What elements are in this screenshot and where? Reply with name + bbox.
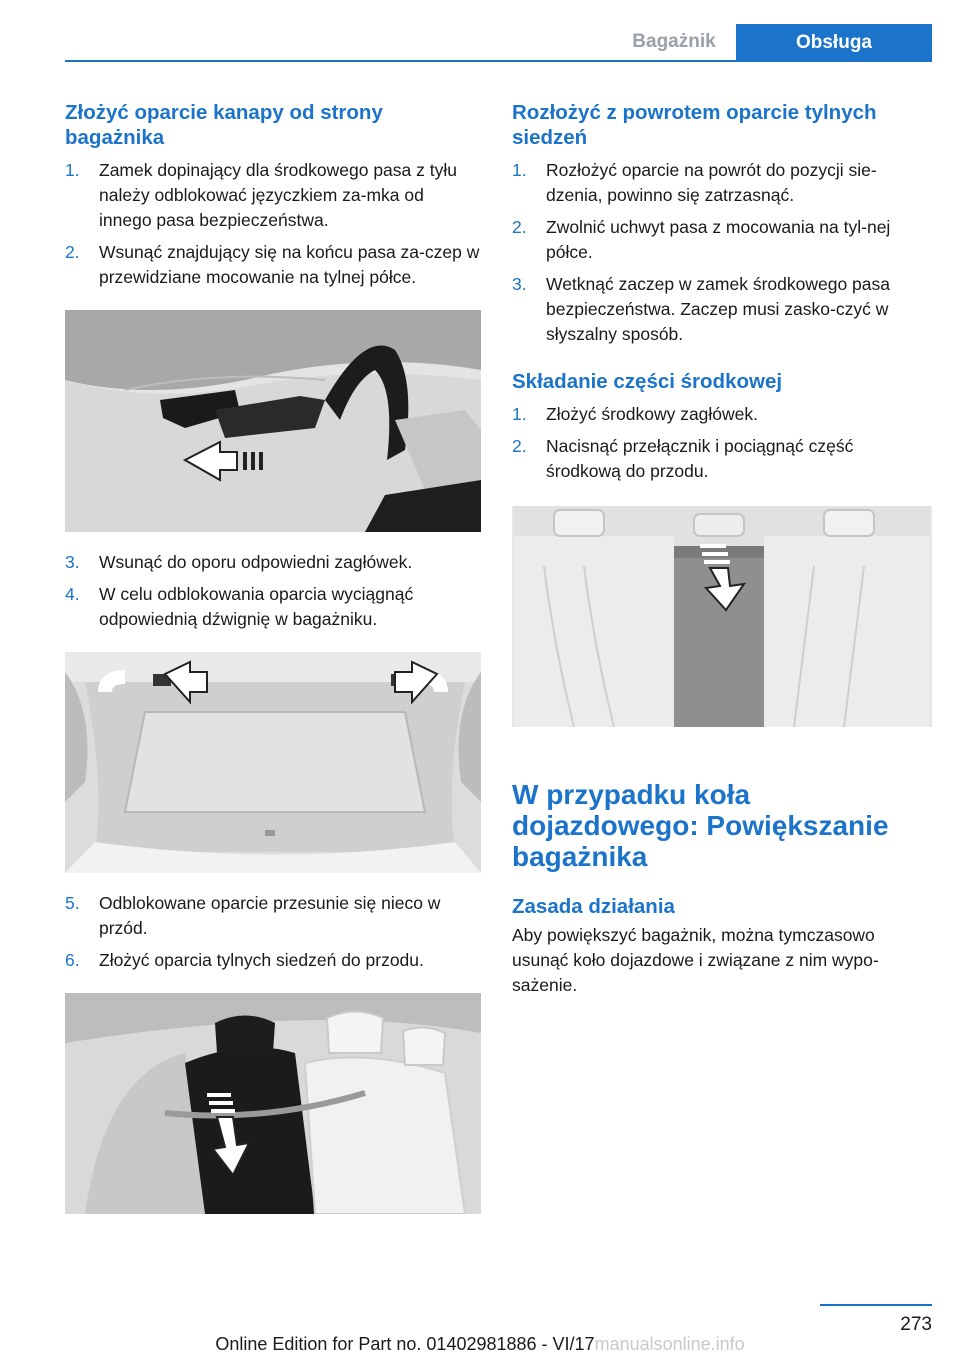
- step-item: [65, 158, 481, 233]
- step-item: [65, 240, 481, 290]
- step-text: Odblokowane oparcie przesunie się nieco w przód.: [99, 893, 441, 938]
- step-text: Wsunąć znajdujący się na końcu pasa za‐czep w przewidziane mocowanie na tylnej półce.: [99, 242, 480, 287]
- header-section-tab: Bagażnik: [632, 31, 716, 52]
- heading-fold-from-trunk: Złożyć oparcie kanapy od strony bagażnika: [65, 101, 383, 149]
- step-number: 3.: [65, 552, 80, 572]
- step-text: W celu odblokowania oparcia wyciągnąć odpowiednią dźwignię w bagażniku.: [99, 584, 414, 629]
- step-text: Wsunąć do oporu odpowiedni zagłówek.: [99, 552, 413, 572]
- header-rule: [65, 60, 932, 62]
- step-item: [65, 550, 481, 575]
- right-column: [512, 100, 932, 998]
- step-text: Złożyć środkowy zagłówek.: [546, 404, 759, 424]
- step-number: 2.: [512, 436, 527, 456]
- step-number: 4.: [65, 584, 80, 604]
- step-number: 1.: [65, 160, 80, 180]
- footer: [0, 1334, 960, 1355]
- step-item: [65, 948, 481, 973]
- step-number: 1.: [512, 404, 527, 424]
- page-number-rule: [820, 1304, 932, 1306]
- step-number: 2.: [65, 242, 80, 262]
- step-item: [512, 272, 932, 347]
- footer-edition: Online Edition for Part no. 01402981886 - VI/17: [215, 1334, 595, 1354]
- figure-trunk-release-levers: [65, 652, 481, 873]
- page-number: 273: [900, 1314, 932, 1335]
- footer-watermark: manualsonline.info: [594, 1334, 745, 1354]
- step-number: 2.: [512, 217, 527, 237]
- step-text: Zwolnić uchwyt pasa z mocowania na tyl‐nej półce.: [546, 217, 891, 262]
- step-number: 3.: [512, 274, 527, 294]
- step-item: [512, 215, 932, 265]
- step-number: 1.: [512, 160, 527, 180]
- figure-belt-latch-shelf: [65, 310, 481, 532]
- principle-paragraph: Aby powiększyć bagażnik, można tymczasowo usunąć koło dojazdowe i związane z nim wypo‐sażenie.: [512, 925, 879, 995]
- step-item: [512, 402, 932, 427]
- step-number: 5.: [65, 893, 80, 913]
- step-text: Wetknąć zaczep w zamek środkowego pasa bezpieczeństwa. Zaczep musi zasko‐czyć w słyszalny sposób.: [546, 274, 891, 344]
- step-item: [65, 582, 481, 632]
- left-column: [65, 100, 481, 1214]
- step-text: Rozłożyć oparcie na powrót do pozycji sie‐dzenia, powinno się zatrzasnąć.: [546, 160, 877, 205]
- step-text: Nacisnąć przełącznik i pociągnąć część środkową do przodu.: [546, 436, 854, 481]
- figure-middle-seat-section: [512, 506, 932, 727]
- step-item: [65, 891, 481, 941]
- section-title-spare-wheel: W przypadku koła dojazdowego: Powiększanie bagażnika: [512, 779, 889, 872]
- heading-unfold-seatbacks: Rozłożyć z powrotem oparcie tylnych siedzeń: [512, 101, 877, 149]
- heading-fold-middle: Składanie części środkowej: [512, 370, 783, 393]
- step-item: [512, 158, 932, 208]
- header-chapter-tab: Obsługa: [736, 24, 932, 62]
- step-item: [512, 434, 932, 484]
- step-number: 6.: [65, 950, 80, 970]
- sub-heading-principle: Zasada działania: [512, 895, 675, 918]
- figure-fold-seatbacks: [65, 993, 481, 1214]
- step-text: Złożyć oparcia tylnych siedzeń do przodu.: [99, 950, 424, 970]
- step-text: Zamek dopinający dla środkowego pasa z tyłu należy odblokować języczkiem za‐mka od innego pasa bezpieczeństwa.: [99, 160, 457, 230]
